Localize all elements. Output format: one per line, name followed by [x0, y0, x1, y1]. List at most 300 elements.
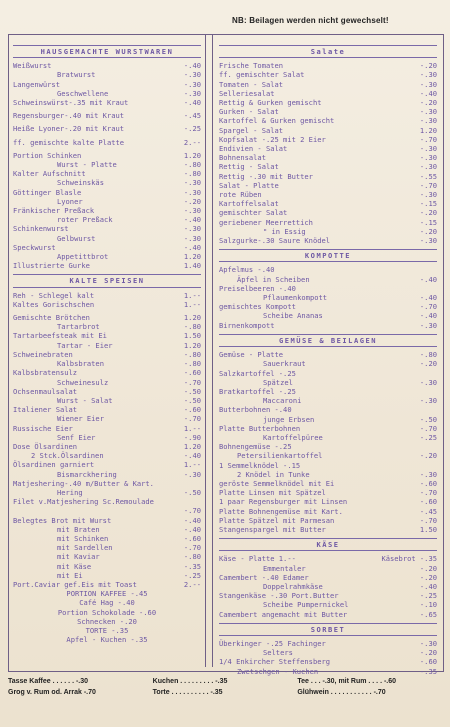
menu-item-name: Italiener Salat — [13, 405, 78, 415]
menu-item-price: -.60 — [419, 478, 437, 488]
footer-cell: Tee . . . -.30, mit Rum . . . . -.60 — [297, 678, 397, 685]
menu-item — [219, 387, 437, 396]
menu-item-price: -.30 — [419, 469, 437, 479]
menu-item — [13, 178, 201, 187]
menu-item-name: junge Erbsen — [263, 414, 315, 424]
menu-item — [13, 261, 201, 270]
menu-item-name: Illustrierte Gurke — [13, 261, 90, 271]
menu-item — [219, 80, 437, 89]
menu-item-price: -.30 — [419, 320, 437, 330]
menu-item — [219, 172, 437, 181]
menu-item — [219, 359, 437, 368]
menu-item-name: Scheibe Pumpernickel — [263, 600, 349, 610]
menu-item-price: -.20 — [419, 563, 437, 573]
menu-item-price: -.20 — [419, 61, 437, 71]
menu-item — [219, 135, 437, 144]
menu-item-name: " in Essig — [263, 226, 306, 236]
menu-item — [13, 534, 201, 543]
menu-item — [13, 424, 201, 433]
footer-row — [8, 676, 442, 687]
menu-item — [219, 405, 437, 414]
menu-item — [219, 516, 437, 525]
menu-item-price: -.45 — [419, 506, 437, 516]
menu-item-price: -.80 — [183, 349, 201, 359]
menu-item — [219, 162, 437, 171]
menu-item-price: -.35 — [419, 666, 437, 676]
menu-item — [13, 405, 201, 414]
menu-item-price: 2.-- — [183, 579, 201, 589]
menu-item-name: Wiener Eier — [57, 414, 104, 424]
menu-item — [219, 302, 437, 311]
menu-item-price: -.40 — [183, 524, 201, 534]
menu-item-price: 1.20 — [419, 125, 437, 135]
menu-item-name: Speckwurst — [13, 242, 56, 252]
menu-item-name: Endivien - Salat — [219, 144, 288, 154]
menu-item-name: Rettig - Salat — [219, 162, 279, 172]
menu-item-price: -.30 — [419, 153, 437, 163]
menu-item-name: Selleriesalat — [219, 88, 275, 98]
menu-item — [13, 387, 201, 396]
menu-item-price: -.30 — [183, 187, 201, 197]
menu-item-price: 1.20 — [183, 441, 201, 451]
menu-item-name: Weißwurst — [13, 61, 52, 71]
menu-item-name: Kaltes Gorischschen — [13, 299, 95, 309]
menu-item — [13, 378, 201, 387]
menu-item-price: -.70 — [419, 302, 437, 312]
menu-item-price: 1.-- — [183, 423, 201, 433]
menu-item-name: Appetittbrot — [57, 252, 109, 262]
menu-item — [13, 488, 201, 497]
menu-item — [219, 61, 437, 70]
kaese-list — [219, 554, 437, 618]
menu-item-price: -.20 — [419, 208, 437, 218]
menu-item — [13, 580, 201, 589]
menu-item-name: Matjeshering-.40 m/Butter & Kart. — [13, 478, 154, 488]
menu-item — [219, 293, 437, 302]
menu-item-name: Doppelrahmkäse — [263, 581, 323, 591]
menu-item-name: geröste Semmelknödel mit Ei — [219, 478, 335, 488]
menu-item-name: geriebener Meerrettich — [219, 217, 313, 227]
menu-item-name: Bismarckhering — [57, 469, 117, 479]
menu-item-price: -.20 — [419, 451, 437, 461]
menu-item — [219, 433, 437, 442]
menu-item — [13, 368, 201, 377]
menu-item-name: Kalbsbratensulz — [13, 368, 78, 378]
menu-item — [13, 70, 201, 79]
menu-item — [219, 89, 437, 98]
menu-item — [219, 227, 437, 236]
menu-item — [219, 369, 437, 378]
menu-item-price: -.70 — [419, 180, 437, 190]
section-header-sorbet: SORBET — [219, 623, 437, 636]
menu-item-name — [13, 506, 184, 515]
menu-item-name: Bohnengemüse -.25 — [219, 442, 292, 452]
menu-item — [13, 396, 201, 405]
menu-item-name: Rettig & Gurken gemischt — [219, 98, 322, 108]
menu-item-name: Wurst - Salat — [57, 395, 113, 405]
menu-item-name: Selters — [263, 648, 293, 658]
menu-item-name: Gemüse - Platte — [219, 350, 284, 360]
menu-item-name: Kalter Aufschnitt — [13, 169, 86, 179]
menu-item-price: -.30 — [183, 88, 201, 98]
menu-item-price: -.50 — [183, 386, 201, 396]
menu-item-price: -.40 — [183, 242, 201, 252]
menu-item-name: Tartar - Eier — [57, 340, 113, 350]
menu-item-price: -.70 — [183, 414, 201, 424]
menu-item-name: Schweinskäs — [57, 178, 104, 188]
menu-item-name: Stangenkäse -.30 Port.Butter — [219, 591, 339, 601]
menu-item-name: Sauerkraut — [263, 359, 306, 369]
menu-item-price: -.20 — [419, 98, 437, 108]
menu-item-price: -.50 — [183, 487, 201, 497]
menu-item — [219, 107, 437, 116]
menu-item-name: Bratkartoffel -.25 — [219, 386, 296, 396]
menu-item-price: -.40 — [419, 274, 437, 284]
menu-item — [219, 190, 437, 199]
menu-item-name: Apfelmus -.40 — [219, 265, 275, 275]
menu-item — [13, 138, 201, 147]
menu-item-name: gemischtes Kompott — [219, 302, 296, 312]
menu-item — [13, 350, 201, 359]
menu-item-price: -.40 — [183, 215, 201, 225]
menu-item-price: -.65 — [419, 609, 437, 619]
menu-item — [219, 98, 437, 107]
menu-item-price: -.25 — [419, 591, 437, 601]
menu-item-name: Salat - Platte — [219, 180, 279, 190]
menu-item-name: Pflaumenkompott — [263, 293, 328, 303]
menu-item-name: Käse - Platte 1.-- — [219, 554, 296, 564]
menu-item — [219, 321, 437, 330]
menu-item — [13, 80, 201, 89]
menu-item — [13, 359, 201, 368]
menu-item-price: -.40 — [419, 581, 437, 591]
menu-item — [13, 460, 201, 469]
menu-item — [13, 552, 201, 561]
menu-item — [219, 350, 437, 359]
menu-item-price: -.70 — [419, 488, 437, 498]
menu-item-name: Camembert -.40 Edamer — [219, 572, 309, 582]
menu-item-name: Ölsardinen garniert — [13, 460, 95, 470]
salate-list — [219, 61, 437, 245]
menu-item — [13, 215, 201, 224]
menu-item-price: -.80 — [183, 169, 201, 179]
menu-item — [219, 648, 437, 657]
menu-item — [13, 479, 201, 488]
menu-item — [219, 525, 437, 534]
menu-item-name: Heiße Lyoner-.20 mit Kraut — [13, 124, 125, 134]
menu-item — [13, 252, 201, 261]
menu-item-price: -.70 — [183, 377, 201, 387]
menu-item — [219, 181, 437, 190]
menu-item-name: Emmentaler — [263, 563, 306, 573]
column-divider — [205, 35, 213, 667]
menu-item-name: Frische Tomaten — [219, 61, 284, 71]
menu-item-name: Belegtes Brot mit Wurst — [13, 515, 112, 525]
menu-item-price: -.60 — [183, 405, 201, 415]
menu-item — [13, 300, 201, 309]
menu-item — [13, 160, 201, 169]
menu-item-name: Hering — [57, 487, 83, 497]
menu-item-name: Ochsenmaulsalat — [13, 386, 78, 396]
menu-item — [13, 169, 201, 178]
footer-cell: Tasse Kaffee . . . . . . -.30 — [8, 678, 89, 685]
menu-item-price: -.30 — [419, 377, 437, 387]
menu-item-price: -.30 — [419, 638, 437, 648]
menu-item-price: -.55 — [419, 171, 437, 181]
footer-cell: Glühwein . . . . . . . . . . . -.70 — [297, 689, 386, 696]
menu-item-name: mit Braten — [57, 524, 100, 534]
menu-item — [13, 451, 201, 460]
menu-item-price: -.30 — [419, 107, 437, 117]
menu-item-name: gemischter Salat — [219, 208, 288, 218]
menu-item-price: -.20 — [419, 648, 437, 658]
menu-item — [219, 218, 437, 227]
menu-item-name: Kopfsalat -.25 mit 2 Eier — [219, 134, 326, 144]
menu-item-name: Spargel - Salat — [219, 125, 284, 135]
menu-item — [13, 188, 201, 197]
menu-item-price: -.80 — [183, 359, 201, 369]
menu-item-price: -.30 — [183, 70, 201, 80]
menu-item-price: 2.-- — [183, 137, 201, 147]
tail-line: TORTE -.35 — [85, 625, 129, 635]
menu-item-price: 1.20 — [183, 150, 201, 160]
menu-item-price: -.40 — [419, 88, 437, 98]
menu-item-name: 2 Stck.Ölsardinen — [31, 451, 104, 461]
menu-item-price: -.30 — [419, 116, 437, 126]
menu-item — [13, 433, 201, 442]
menu-item — [13, 341, 201, 350]
menu-item-name: 1 paar Regensburger mit Linsen — [219, 497, 348, 507]
menu-item-name: Kartoffel & Gurken gemischt — [219, 116, 335, 126]
menu-item-name: Bratwurst — [57, 70, 96, 80]
menu-item-price: -.20 — [419, 226, 437, 236]
menu-item — [219, 311, 437, 320]
menu-item-name: Platte Bohnengemüse mit Kart. — [219, 506, 343, 516]
menu-item — [13, 197, 201, 206]
menu-item — [13, 442, 201, 451]
menu-item — [219, 564, 437, 573]
menu-item — [219, 208, 437, 217]
menu-item — [13, 470, 201, 479]
menu-item — [219, 479, 437, 488]
menu-item — [13, 291, 201, 300]
menu-item-name: Dose Ölsardinen — [13, 441, 78, 451]
menu-item-name: Preiselbeeren -.40 — [219, 283, 296, 293]
menu-item-name: mit Käse — [57, 561, 92, 571]
menu-item — [219, 236, 437, 245]
menu-item-name: Reh - Schlegel kalt — [13, 290, 95, 300]
gemuese-list — [219, 350, 437, 534]
menu-item — [219, 667, 437, 676]
menu-item — [13, 516, 201, 525]
menu-item — [13, 234, 201, 243]
menu-item-name: Salzgurke-.30 Saure Knödel — [219, 236, 331, 246]
menu-item-name: Bohnensalat — [219, 153, 266, 163]
menu-item-price: -.25 — [183, 124, 201, 134]
menu-item-name: mit Schinken — [57, 533, 109, 543]
menu-item-price: -.60 — [419, 657, 437, 667]
menu-item-price: -.70 — [183, 543, 201, 553]
menu-item-name: Russische Eier — [13, 423, 73, 433]
tail-line: Apfel - Kuchen -.35 — [66, 635, 148, 645]
menu-item — [219, 461, 437, 470]
menu-item-name: 2 Knödel in Tunke — [237, 469, 310, 479]
kompotte-list — [219, 265, 437, 329]
menu-item — [219, 600, 437, 609]
menu-item-price: -.15 — [419, 199, 437, 209]
menu-item-name: Butterbohnen -.40 — [219, 405, 292, 415]
menu-item-name: Geschwellene — [57, 88, 109, 98]
menu-item — [13, 98, 201, 107]
menu-item — [219, 657, 437, 666]
section-header-kaese: KÄSE — [219, 538, 437, 551]
menu-item-name: Lyoner — [57, 196, 83, 206]
menu-item-price: -.70 — [419, 423, 437, 433]
menu-item-price: -.40 — [183, 61, 201, 71]
menu-item-name: Stangenspargel mit Butter — [219, 524, 326, 534]
menu-item-name: Port.Caviar gef.Eis mit Toast — [13, 579, 137, 589]
menu-item-price: -.70 — [419, 134, 437, 144]
menu-item — [13, 111, 201, 120]
menu-item — [219, 153, 437, 162]
menu-item-name: Tartarbrot — [57, 322, 100, 332]
menu-item — [13, 571, 201, 580]
menu-item-name: 1/4 Enkircher Steffensberg — [219, 657, 331, 667]
menu-item-price: 1.40 — [183, 261, 201, 271]
notice-text: NB: Beilagen werden nicht gewechselt! — [232, 16, 389, 25]
menu-item — [13, 414, 201, 423]
menu-item-price: -.10 — [419, 600, 437, 610]
menu-item-price: -.40 — [419, 293, 437, 303]
menu-item — [13, 124, 201, 133]
menu-item — [13, 562, 201, 571]
menu-item — [219, 415, 437, 424]
menu-item-price: -.80 — [183, 322, 201, 332]
menu-item-price: Käsebrot -.35 — [381, 554, 437, 564]
menu-item-name: mit Ei — [57, 570, 83, 580]
menu-item — [219, 488, 437, 497]
menu-item — [219, 70, 437, 79]
menu-item-name: Kalbsbraten — [57, 359, 104, 369]
menu-item — [13, 89, 201, 98]
menu-item-price: -.45 — [183, 111, 201, 121]
menu-item-price: -.40 — [183, 515, 201, 525]
menu-item-price: -.80 — [419, 350, 437, 360]
menu-item-name: Portion Schinken — [13, 150, 82, 160]
menu-item-price: 1.-- — [183, 290, 201, 300]
menu-item — [219, 573, 437, 582]
footer-cell: Kuchen . . . . . . . . . -.35 — [152, 678, 228, 685]
menu-item-price: -.30 — [183, 224, 201, 234]
menu-item — [219, 582, 437, 591]
menu-item-name: Salzkartoffel -.25 — [219, 368, 296, 378]
section-header-wurstwaren: HAUSGEMACHTE WURSTWAREN — [13, 45, 201, 58]
menu-item-price: -.60 — [183, 368, 201, 378]
menu-item — [219, 284, 437, 293]
menu-item-price: -.70 — [419, 515, 437, 525]
menu-item — [219, 610, 437, 619]
menu-item — [13, 61, 201, 70]
menu-item-price: -.90 — [183, 432, 201, 442]
menu-item — [219, 554, 437, 563]
menu-item — [219, 378, 437, 387]
menu-item-price: -.60 — [183, 533, 201, 543]
section-header-kompotte: KOMPOTTE — [219, 249, 437, 262]
menu-item-price: -.40 — [419, 311, 437, 321]
menu-item-name: Gelbwurst — [57, 233, 96, 243]
wurst-list — [13, 61, 201, 270]
menu-item-name: Kartoffelpüree — [263, 432, 323, 442]
menu-item — [219, 144, 437, 153]
menu-item-price: -.30 — [419, 236, 437, 246]
section-header-kalte-speisen: KALTE SPEISEN — [13, 274, 201, 287]
menu-item-price: -.30 — [183, 79, 201, 89]
tail-line: Portion Schokolade -.60 — [57, 607, 157, 617]
menu-item — [219, 507, 437, 516]
section-header-salate: Salate — [219, 45, 437, 58]
menu-item — [219, 275, 437, 284]
menu-item — [13, 243, 201, 252]
menu-item-price: -.80 — [183, 160, 201, 170]
menu-item-name: mit Sardellen — [57, 543, 113, 553]
menu-item-price: 1.50 — [183, 331, 201, 341]
menu-item-name: Camembert angemacht mit Butter — [219, 609, 348, 619]
menu-item-price: -.50 — [183, 395, 201, 405]
menu-item-name: Schweinswürst-.35 mit Kraut — [13, 98, 129, 108]
menu-item — [219, 265, 437, 274]
menu-item — [13, 525, 201, 534]
menu-item-price: -.80 — [183, 552, 201, 562]
menu-item-price: -.15 — [419, 217, 437, 227]
menu-item-price: -.50 — [419, 414, 437, 424]
menu-item-name: Filet v.Matjeshering Sc.Remoulade — [13, 497, 154, 507]
menu-item-name: rote Rüben — [219, 190, 262, 200]
menu-item-price: -.30 — [183, 178, 201, 188]
menu-item-price: -.20 — [419, 359, 437, 369]
menu-item-name: mit Kaviar — [57, 552, 100, 562]
menu-item-price: -.30 — [183, 233, 201, 243]
menu-item-price: -.35 — [183, 561, 201, 571]
menu-item-name: Schinkenwurst — [13, 224, 69, 234]
menu-item-name: Kartoffelsalat — [219, 199, 279, 209]
left-column — [13, 43, 201, 644]
kalte-list — [13, 291, 201, 590]
menu-item-name: Platte Butterbohnen — [219, 423, 301, 433]
menu-item-name: Platte Spätzel mit Parmesan — [219, 515, 335, 525]
menu-item-price: -.40 — [183, 98, 201, 108]
menu-item-name: Fränkischer Preßack — [13, 206, 95, 216]
menu-item — [13, 506, 201, 515]
footer-row — [8, 687, 442, 698]
menu-item-price: -.40 — [183, 451, 201, 461]
tail-line: Café Hag -.40 — [79, 598, 135, 608]
menu-item — [13, 224, 201, 233]
menu-item-name: Spätzel — [263, 377, 293, 387]
menu-item-name: 1 Semmelknödel -.15 — [219, 460, 301, 470]
menu-item-price: 1.20 — [183, 340, 201, 350]
menu-item-name: Äpfel in Scheiben — [237, 274, 310, 284]
menu-item-price: -.70 — [183, 506, 201, 516]
menu-item — [13, 322, 201, 331]
menu-item — [13, 497, 201, 506]
menu-item-name: Schweinebraten — [13, 349, 73, 359]
menu-item-price: -.30 — [419, 162, 437, 172]
menu-item-price: -.20 — [183, 196, 201, 206]
menu-item-price: 1.-- — [183, 460, 201, 470]
menu-item-price: 1.20 — [183, 252, 201, 262]
tail-list — [13, 589, 201, 644]
menu-item-name: Göttinger Blasle — [13, 187, 82, 197]
